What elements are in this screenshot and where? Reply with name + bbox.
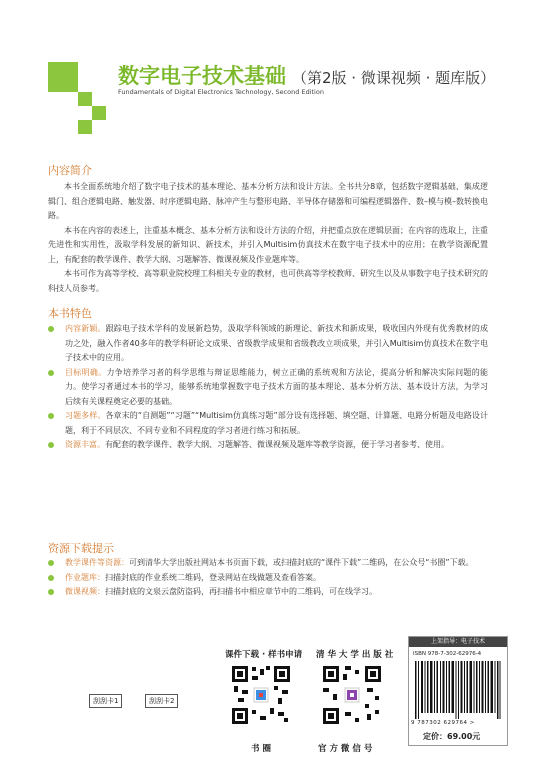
resources-list [48,556,488,600]
price-text: 定价：69.00元 [423,732,481,741]
intro-paragraph: 本书全面系统地介绍了数字电子技术的基本理论、基本分析方法和设计方法。全书共分8章，包括数字逻辑基础、集成逻辑门、组合逻辑电路、触发器、时序逻辑电路、脉冲产生与整形电路、半导体存储器和可编程逻辑器件、数–模与模–数转换电路。 [48,182,488,220]
bullet-icon [48,575,54,581]
bullet-icon [48,370,54,376]
scratch-card-1: 刮刮卡1 [89,694,122,708]
bullet-icon [48,326,54,332]
book-title: 数字电子技术基础 （第2版 · 微课视频 · 题库版） [118,64,496,88]
barcode-box [408,636,508,746]
list-item: 作业题库：扫描封底的作业系统二维码，登录网站在线做题及查看答案。 [48,571,488,586]
list-item: 习题多样。各章末的“自测题”“习题”“Multisim仿真练习题”部分设有选择题、填空题、计算题、电路分析题及电路设计题，利于不同层次、不同专业和不同程度的学习者进行练习和拓展。 [48,409,488,438]
shelf-category: 上架指导：电子技术 [409,637,507,647]
intro-heading: 内容简介 [48,164,92,177]
bullet-icon [48,589,54,595]
qr-top-label: 清 华 大 学 出 版 社 [316,650,394,660]
intro-paragraph: 本书在内容的表述上，注重基本概念、基本分析方法和设计方法的介绍，并把重点放在逻辑层面；在内容的选取上，注重先进性和实用性，汲取学科发展的新知识、新技术，并引入Multisim仿真技术在数字电子技术中的应用；在教学资源配置上，有配套的教学课件、教学大纲、习题解答、微课视频及作业题库等。 [48,225,488,264]
list-item: 内容新颖。跟踪电子技术学科的发展新趋势，汲取学科领域的新理论、新技术和新成果，吸收国内外现有优秀教材的成功之处，融入作者40多年的教学科研论文成果、省级教学成果和省级教改立项成果，并引入Multisim仿真技术在数字电子技术中的应用。 [48,322,488,366]
intro-paragraph: 本书可作为高等学校、高等职业院校理工科相关专业的教材，也可供高等学校教师、研究生以及从事数字电子技术研究的科技人员参考。 [48,269,488,293]
features-list [48,322,488,453]
list-item: 资源丰富。有配套的教学课件、教学大纲、习题解答、微课视频及题库等教学资源，便于学习者参考、使用。 [48,438,488,453]
resources-heading: 资源下载提示 [48,542,114,555]
scratch-card-2: 刮刮卡2 [145,694,178,708]
qr-code-icon[interactable] [321,664,383,726]
qr-bottom-label: 官 方 微 信 号 [318,744,373,754]
bullet-icon [48,413,54,419]
qr-code-icon[interactable] [230,664,292,726]
bullet-icon [48,442,54,448]
list-item: 微课视频：扫描封底的文泉云盘防盗码，再扫描书中相应章节中的二维码，可在线学习。 [48,585,488,600]
barcode-digits: 9 787302 629764 > [411,720,475,726]
intro-text [48,180,488,296]
list-item: 目标明确。力争培养学习者的科学思维与辩证思维能力，树立正确的系统观和方法论，提高分析和解决实际问题的能力。使学习者通过本书的学习，能够系统地掌握数字电子技术方面的基本理论、基本分析方法、基本设计方法，为学习后续有关课程奠定必要的基础。 [48,366,488,410]
features-heading: 本书特色 [48,307,92,320]
qr-bottom-label: 书 圈 [251,744,271,754]
qr-top-label: 课件下载 · 样书申请 [225,650,303,660]
barcode-icon [415,661,501,719]
book-subtitle: （第2版 · 微课视频 · 题库版） [292,69,496,87]
english-title: Fundamentals of Digital Electronics Technology, Second Edition [118,88,324,96]
isbn-text: ISBN 978-7-302-62976-4 [413,651,482,657]
bullet-icon [48,560,54,566]
list-item: 教学课件等资源：可到清华大学出版社网站本书页面下载，或扫描封底的“课件下载”二维码，在公众号“书圈”下载。 [48,556,488,571]
